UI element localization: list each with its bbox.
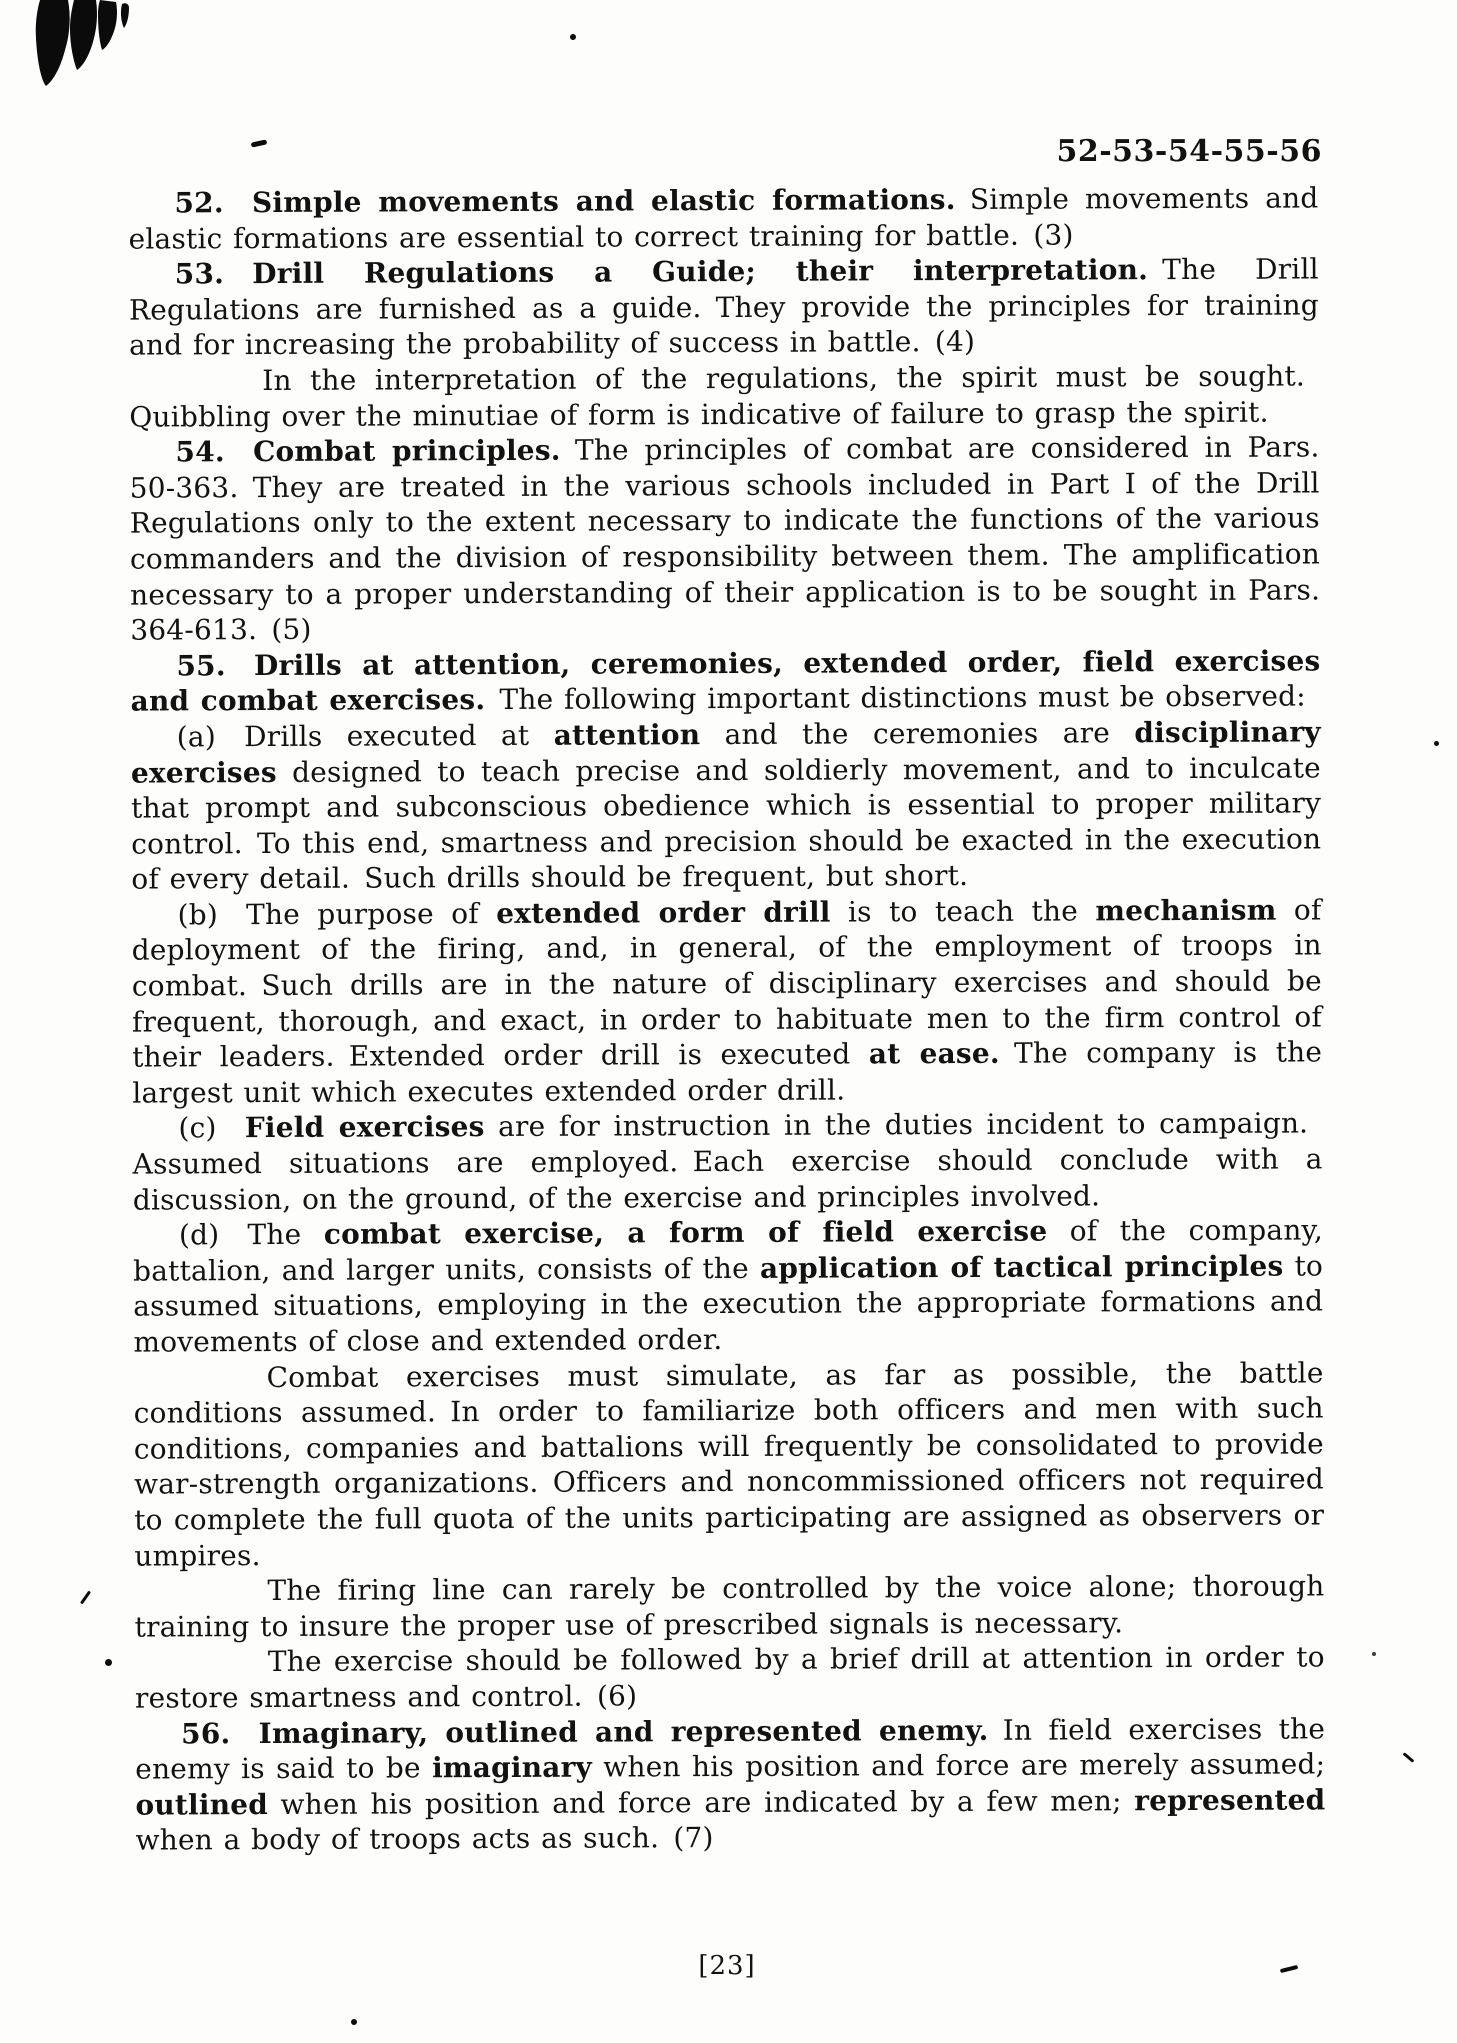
text-segment: The exercise should be followed by a brief drill at attention in order to restore smartness and control. (6) (134, 1640, 1325, 1715)
bold-text-segment: 53. Drill Regulations a Guide; their interpretation. (174, 253, 1149, 291)
text-segment: In the interpretation of the regulations, the spirit must be sought. Quibbling over the minutiae of form is indicative of failure to grasp the spirit. (129, 359, 1320, 434)
text-segment: (a) Drills executed at (176, 718, 554, 754)
text-segment: are for instruction in the duties incident to campaign. Assumed situations are employed. Each exercise should conclude with a discussion, on the ground, of the exercise and principles involved. (132, 1106, 1323, 1217)
ink-blob-artifact (34, 0, 134, 96)
text-segment: of the company, battalion, and larger units, consists of the (133, 1213, 1323, 1288)
text-segment: (b) The purpose of (177, 896, 497, 932)
paragraph (129, 430, 1320, 649)
ink-dot-left-margin (105, 1659, 112, 1666)
paragraph (130, 643, 1320, 719)
text-segment: The firing line can rarely be controlled by the voice alone; thorough training to insure the proper use of prescribed signals is necessary. (134, 1569, 1325, 1644)
text-segment: designed to teach precise and soldierly movement, and to inculcate that prompt and subconscious obedience which is essential to proper military control. To this end, smartness and precision should be exacted in the execution of every detail. Such drills should be frequent, but short. (131, 750, 1322, 896)
text-segment: (d) The (178, 1217, 324, 1252)
ink-dot-right-mid (1372, 1652, 1376, 1656)
ink-speck-top-center (570, 34, 576, 40)
bold-text-segment: extended order drill (496, 895, 831, 930)
running-head-section-numbers: 52-53-54-55-56 (1056, 134, 1322, 169)
text-segment: (c) (178, 1111, 245, 1145)
paragraph (129, 252, 1319, 364)
ink-slash-left-margin (80, 1590, 91, 1604)
bold-text-segment: attention (553, 718, 701, 752)
paragraph (134, 1569, 1324, 1645)
bold-text-segment: 54. Combat principles. (175, 433, 561, 469)
text-segment: The following important distinctions must be observed: (485, 679, 1306, 717)
bold-text-segment: mechanism (1095, 893, 1277, 928)
bold-text-segment: at ease. (868, 1037, 1000, 1071)
text-segment: of deployment of the firing, and, in general, of the employment of troops in combat. Such drills are in the nature of disciplinary exercises and should be frequent, thorough, and exact, in order to habituate men to the firm control of their leaders. Extended order drill is executed (131, 893, 1323, 1074)
text-segment: In field exercises the enemy is said to be (135, 1711, 1326, 1786)
text-segment: Combat exercises must simulate, as far as possible, the battle conditions assumed. In order to familiarize both officers and men with such conditions, companies and battalions will frequently be consolidated to provide war-strength organizations. Officers and noncommissioned officers not required to complete the full quota of the units participating are assigned as observers or umpires. (133, 1355, 1325, 1573)
text-segment: The Drill Regulations are furnished as a guide. They provide the principles for training and for increasing the probability of success in battle. (4) (128, 252, 1319, 362)
bold-text-segment: combat exercise, a form of field exercise (323, 1214, 1048, 1251)
paragraph (129, 358, 1319, 434)
paragraph (133, 1355, 1324, 1574)
text-segment: Simple movements and elastic formations are essential to correct training for battle. (3) (128, 181, 1319, 256)
paragraph (128, 180, 1318, 256)
paragraph (131, 892, 1322, 1111)
ink-dot-bottom (351, 2019, 357, 2025)
text-segment: The principles of combat are considered in Pars. 50-363. They are treated in the various schools included in Part I of the Drill Regulations only to the extent necessary to indicate the functions of the various commanders and the division of responsibility between them. The amplification necessary to a proper understanding of their application is to be sought in Pars. 364-613. (5) (129, 430, 1321, 647)
page-number: [23] (698, 1951, 756, 1981)
paragraph (135, 1640, 1325, 1716)
bold-text-segment: 52. Simple movements and elastic formations. (174, 182, 956, 220)
text-segment: is to teach the (830, 894, 1096, 929)
bold-text-segment: imaginary (431, 1750, 593, 1785)
bold-text-segment: 56. Imaginary, outlined and represented enemy. (181, 1713, 989, 1750)
text-segment: when his position and force are indicated by a few men; (267, 1783, 1135, 1821)
bold-text-segment: outlined (135, 1787, 269, 1822)
paragraph (133, 1213, 1324, 1361)
text-segment: to assumed situations, employing in the execution the appropriate formations and movements of close and extended order. (133, 1249, 1324, 1359)
bold-text-segment: represented (1134, 1783, 1326, 1817)
paragraph (135, 1711, 1326, 1859)
paragraph (132, 1106, 1322, 1218)
text-segment: when a body of troops acts as such. (7) (135, 1821, 714, 1857)
text-segment: when his position and force are merely assumed; (591, 1747, 1326, 1784)
text-block (128, 180, 1325, 1858)
bold-text-segment: Field exercises (244, 1110, 485, 1145)
text-segment: and the ceremonies are (700, 716, 1135, 752)
paragraph (131, 714, 1322, 897)
text-segment: The company is the largest unit which executes extended order drill. (132, 1035, 1323, 1110)
ink-tick-right (1403, 1752, 1415, 1763)
ink-dot-right-margin (1434, 741, 1439, 746)
bold-text-segment: 55. Drills at attention, ceremonies, extended order, field exercises and combat exercises. (130, 644, 1321, 718)
bold-text-segment: application of tactical principles (759, 1249, 1284, 1285)
bold-text-segment: disciplinary exercises (130, 715, 1321, 790)
